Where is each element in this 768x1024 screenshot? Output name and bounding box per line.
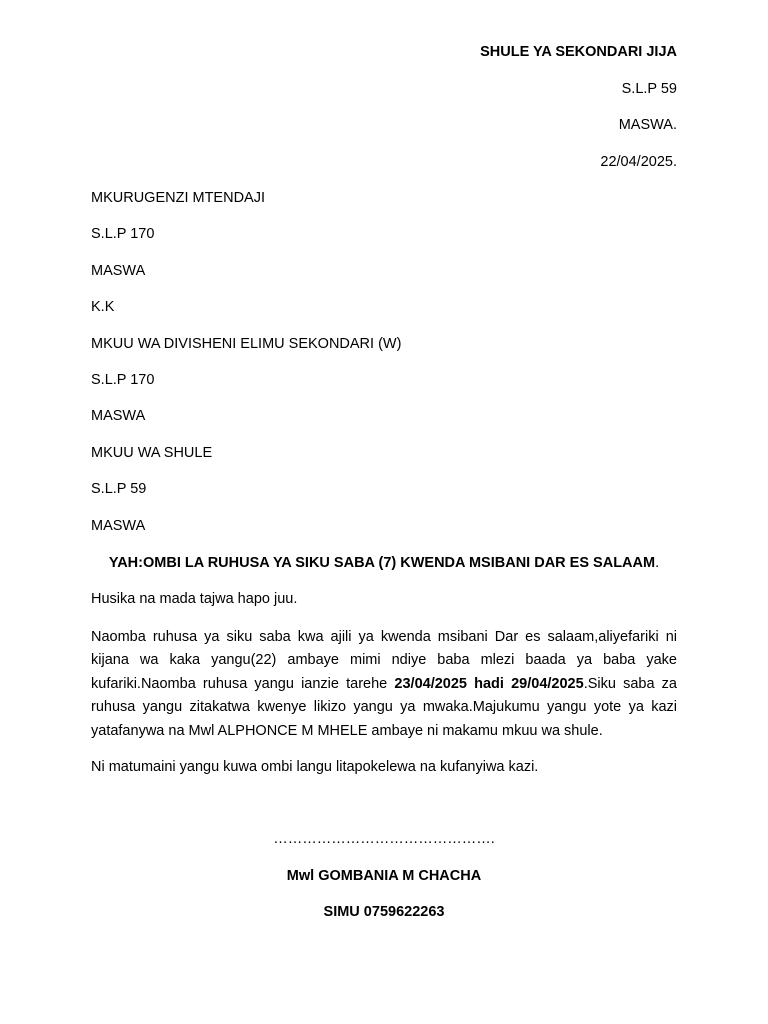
recipient-line: MASWA	[91, 517, 146, 534]
leave-dates: 23/04/2025 hadi 29/04/2025	[394, 675, 584, 692]
sender-school-name: SHULE YA SEKONDARI JIJA	[480, 44, 677, 60]
recipient-line: MASWA	[91, 262, 146, 279]
signature-block	[91, 829, 677, 939]
recipient-line: MKUU WA SHULE	[91, 444, 213, 461]
sender-town: MASWA.	[618, 117, 677, 133]
letter-date: 22/04/2025.	[600, 153, 677, 170]
sender-po-box: S.L.P 59	[621, 80, 677, 97]
letter-closing: Ni matumaini yangu kuwa ombi langu litapokelewa na kufanyiwa kazi.	[91, 759, 539, 775]
signatory-name: Mwl GOMBANIA M CHACHA	[286, 867, 482, 884]
recipient-address	[91, 188, 691, 552]
body-part-2: .Siku saba za ruhusa yangu zitakatwa kwenye likizo yangu ya mwaka.Majukumu yangu yote ya kazi yatafanywa na Mwl ALPHONCE M MHELE ambaye ni makamu mkuu wa shule.	[91, 675, 677, 739]
recipient-line: K.K	[91, 299, 115, 316]
letter-greeting: Husika na mada tajwa hapo juu.	[91, 591, 298, 607]
recipient-line: MASWA	[91, 408, 146, 425]
letter-body	[91, 626, 677, 743]
sender-address	[277, 42, 677, 188]
recipient-line: S.L.P 170	[91, 371, 155, 388]
body-part-1: Naomba ruhusa ya siku saba kwa ajili ya kwenda msibani Dar es salaam,aliyefariki ni kijana wa kaka yangu(22) ambaye mimi ndiye baba mlezi baada ya baba yake kufariki.Naomba ruhusa yangu ianzie tarehe	[91, 629, 677, 692]
recipient-line: S.L.P 170	[91, 226, 155, 243]
signature-line: ……………………………………….	[273, 831, 495, 847]
recipient-line: MKUU WA DIVISHENI ELIMU SEKONDARI (W)	[91, 335, 402, 352]
subject-text: YAH:OMBI LA RUHUSA YA SIKU SABA (7) KWENDA MSIBANI DAR ES SALAAM	[108, 555, 656, 571]
recipient-line: MKURUGENZI MTENDAJI	[91, 190, 265, 206]
letter-subject	[91, 553, 677, 573]
recipient-line: S.L.P 59	[91, 481, 147, 498]
signatory-phone: SIMU 0759622263	[323, 904, 445, 920]
subject-trailing: .	[655, 555, 660, 571]
